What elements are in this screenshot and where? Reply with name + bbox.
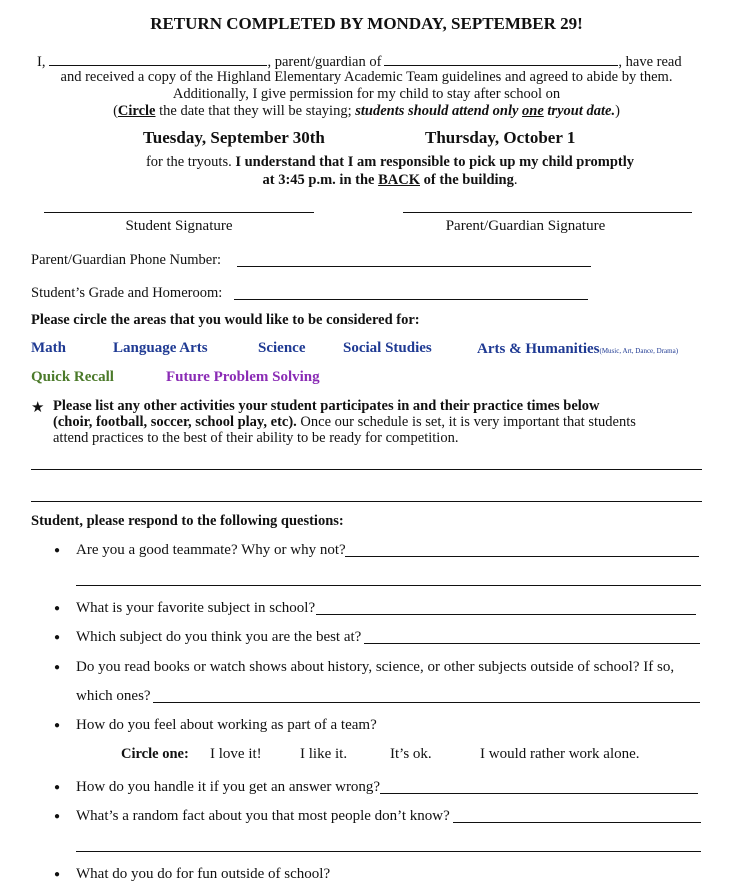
- activities-line-2: [53, 414, 636, 431]
- tryout-date-1[interactable]: Tuesday, September 30th: [143, 128, 325, 147]
- activities-input-1[interactable]: [31, 469, 702, 470]
- question-team-work: How do you feel about working as part of a team?: [76, 717, 377, 733]
- star-icon: ★: [31, 400, 45, 416]
- pickup-line-2: [0, 172, 733, 189]
- child-name-field[interactable]: [384, 52, 618, 66]
- question-random-fact: What’s a random fact about you that most people don’t know?: [76, 808, 450, 824]
- parent-of-label: , parent/guardian of: [267, 54, 382, 70]
- attend-text: students should attend only: [355, 103, 523, 119]
- bullet-icon: ●: [54, 869, 61, 880]
- answer-teammate-2[interactable]: [76, 585, 701, 586]
- area-social-studies[interactable]: Social Studies: [343, 340, 432, 356]
- student-signature-label: Student Signature: [125, 218, 233, 234]
- paren-close: ): [615, 103, 620, 119]
- pickup-responsibility: I understand that I am responsible to pick up my child promptly: [235, 154, 635, 170]
- option-work-alone[interactable]: I would rather work alone.: [480, 746, 640, 762]
- arts-note: (Music, Art, Dance, Drama): [599, 347, 679, 355]
- permission-i: I,: [37, 54, 46, 70]
- bullet-icon: ●: [54, 662, 61, 673]
- question-wrong-answer: How do you handle it if you get an answer wrong?: [76, 779, 381, 795]
- phone-input[interactable]: [237, 266, 591, 267]
- pickup-intro: for the tryouts.: [145, 154, 236, 170]
- circle-one-label: Circle one:: [121, 746, 189, 762]
- student-signature-line[interactable]: [44, 212, 314, 213]
- question-best-subject: Which subject do you think you are the best at?: [76, 629, 362, 645]
- pickup-period: .: [513, 172, 518, 188]
- activities-note: Once our schedule is set, it is very important that students: [296, 414, 636, 430]
- bullet-icon: ●: [54, 632, 61, 643]
- area-math[interactable]: Math: [31, 340, 66, 356]
- answer-random-fact[interactable]: [453, 822, 701, 823]
- answer-teammate[interactable]: [345, 556, 699, 557]
- page-title: RETURN COMPLETED BY MONDAY, SEPTEMBER 29!: [150, 14, 583, 33]
- circle-rest: the date that they will be staying;: [155, 103, 356, 119]
- permission-line-2: and received a copy of the Highland Elementary Academic Team guidelines and agreed to abide by them.: [60, 69, 673, 85]
- answer-outside-reading[interactable]: [153, 702, 700, 703]
- bullet-icon: ●: [54, 545, 61, 556]
- tryout-date-2[interactable]: Thursday, October 1: [425, 128, 576, 147]
- attend-text-end: tryout date.: [543, 103, 616, 119]
- area-language-arts[interactable]: Language Arts: [113, 340, 208, 356]
- option-like-it[interactable]: I like it.: [300, 746, 348, 762]
- answer-random-fact-2[interactable]: [76, 851, 701, 852]
- answer-favorite-subject[interactable]: [316, 614, 696, 615]
- phone-label: Parent/Guardian Phone Number:: [31, 252, 222, 268]
- area-arts-humanities[interactable]: [477, 340, 678, 358]
- pickup-time: at 3:45 p.m. in the: [262, 172, 379, 188]
- permission-line-3: Additionally, I give permission for my child to stay after school on: [172, 86, 561, 102]
- area-quick-recall[interactable]: Quick Recall: [31, 369, 114, 385]
- option-love-it[interactable]: I love it!: [210, 746, 262, 762]
- grade-label: Student’s Grade and Homeroom:: [31, 285, 223, 301]
- attend-one: one: [522, 103, 544, 119]
- parent-name-field[interactable]: [49, 52, 267, 66]
- pickup-line-1: [0, 154, 733, 171]
- answer-wrong-answer[interactable]: [380, 793, 698, 794]
- areas-heading: Please circle the areas that you would like to be considered for:: [31, 312, 420, 328]
- circle-instruction: [0, 103, 733, 120]
- activities-line-1: Please list any other activities your student participates in and their practice times below: [53, 398, 600, 414]
- bullet-icon: ●: [54, 811, 61, 822]
- paren-open: (: [113, 103, 118, 119]
- area-future-problem-solving[interactable]: Future Problem Solving: [166, 369, 320, 385]
- activities-examples: (choir, football, soccer, school play, etc).: [53, 414, 297, 430]
- question-teammate: Are you a good teammate? Why or why not?: [76, 542, 346, 558]
- arts-label: Arts & Humanities: [477, 341, 600, 357]
- bullet-icon: ●: [54, 720, 61, 731]
- question-outside-reading-2: which ones?: [76, 688, 151, 704]
- bullet-icon: ●: [54, 603, 61, 614]
- have-read-label: , have read: [618, 54, 682, 70]
- circle-word: Circle: [117, 103, 156, 119]
- pickup-building: of the building: [420, 172, 514, 188]
- area-science[interactable]: Science: [258, 340, 306, 356]
- option-its-ok[interactable]: It’s ok.: [390, 746, 432, 762]
- question-fun: What do you do for fun outside of school?: [76, 866, 331, 882]
- activities-line-3: attend practices to the best of their ability to be ready for competition.: [53, 430, 459, 446]
- grade-input[interactable]: [234, 299, 588, 300]
- parent-signature-line[interactable]: [403, 212, 692, 213]
- question-outside-reading: Do you read books or watch shows about history, science, or other subjects outside of school? If so,: [76, 659, 675, 675]
- activities-input-2[interactable]: [31, 501, 702, 502]
- questions-heading: Student, please respond to the following questions:: [31, 513, 344, 529]
- bullet-icon: ●: [54, 782, 61, 793]
- parent-signature-label: Parent/Guardian Signature: [445, 218, 606, 234]
- answer-best-subject[interactable]: [364, 643, 700, 644]
- pickup-back: BACK: [378, 172, 420, 188]
- question-favorite-subject: What is your favorite subject in school?: [76, 600, 316, 616]
